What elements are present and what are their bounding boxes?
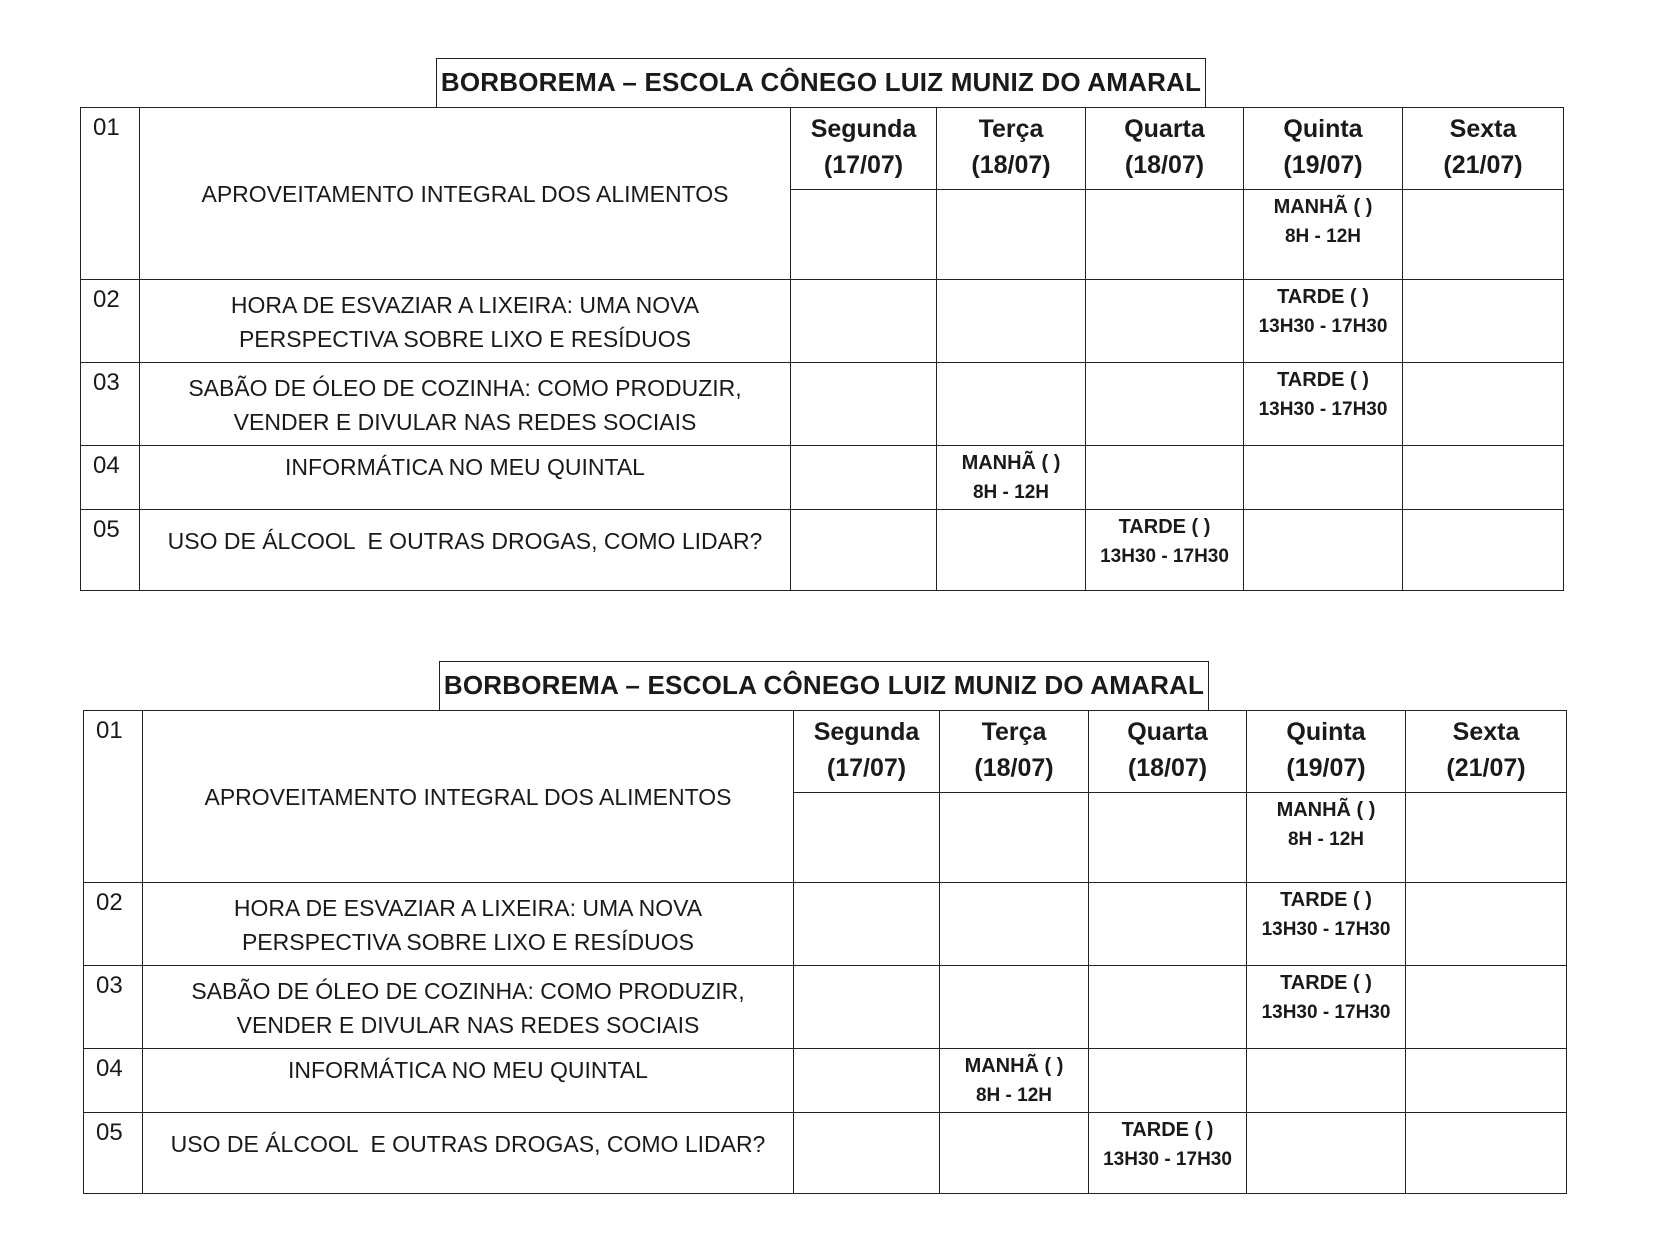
empty-cell <box>1086 363 1244 446</box>
table-row <box>81 280 1564 363</box>
slot-cell <box>1086 510 1244 591</box>
activity-name <box>140 446 791 510</box>
slot-label: TARDE ( ) <box>1280 889 1372 911</box>
empty-cell <box>791 363 937 446</box>
day-header-sexta <box>1406 711 1567 793</box>
day-date: (21/07) <box>1446 754 1526 782</box>
slot-time: 8H - 12H <box>1287 829 1365 850</box>
activity-line: INFORMÁTICA NO MEU QUINTAL <box>288 1057 648 1083</box>
day-name: Sexta <box>1452 718 1520 746</box>
table-row <box>84 966 1567 1049</box>
slot-time: 13H30 - 17H30 <box>1261 919 1391 940</box>
slot-label: TARDE ( ) <box>1121 1119 1214 1141</box>
empty-cell <box>791 190 937 280</box>
activity-line: USO DE ÁLCOOL E OUTRAS DROGAS, COMO LIDAR? <box>167 528 763 554</box>
slot-cell <box>1247 883 1406 966</box>
day-name: Quinta <box>1283 115 1363 143</box>
activity-line: VENDER E DIVULAR NAS REDES SOCIAIS <box>236 1012 700 1038</box>
empty-cell <box>1403 280 1564 363</box>
activity-name <box>143 966 794 1049</box>
activity-name <box>140 363 791 446</box>
empty-cell <box>1244 510 1403 591</box>
day-date: (17/07) <box>823 151 904 179</box>
table-row <box>81 446 1564 510</box>
slot-cell <box>940 1049 1089 1113</box>
header-row <box>81 108 1564 190</box>
day-date: (21/07) <box>1443 151 1523 179</box>
table-row <box>81 510 1564 591</box>
day-name: Quarta <box>1124 115 1205 143</box>
day-date: (19/07) <box>1283 151 1363 179</box>
empty-cell <box>940 793 1089 883</box>
slot-time: 13H30 - 17H30 <box>1258 399 1388 420</box>
empty-cell <box>1406 1113 1567 1194</box>
slot-time: 8H - 12H <box>975 1085 1053 1106</box>
day-header-sexta <box>1403 108 1564 190</box>
day-date: (17/07) <box>826 754 907 782</box>
slot-time: 13H30 - 17H30 <box>1258 316 1388 337</box>
activity-name <box>140 108 791 280</box>
schedule-table <box>80 107 1564 591</box>
activity-line: INFORMÁTICA NO MEU QUINTAL <box>285 454 645 480</box>
empty-cell <box>1247 1049 1406 1113</box>
day-date: (19/07) <box>1286 754 1366 782</box>
day-name: Terça <box>981 718 1047 746</box>
empty-cell <box>940 883 1089 966</box>
activity-name <box>143 711 794 883</box>
day-header-quarta <box>1089 711 1247 793</box>
empty-cell <box>1403 446 1564 510</box>
slot-time: 13H30 - 17H30 <box>1261 1002 1391 1023</box>
row-number: 01 <box>81 108 140 280</box>
day-header-terca <box>937 108 1086 190</box>
row-number: 03 <box>84 966 143 1049</box>
empty-cell <box>1247 1113 1406 1194</box>
empty-cell <box>791 510 937 591</box>
activity-line: HORA DE ESVAZIAR A LIXEIRA: UMA NOVA <box>230 292 700 318</box>
empty-cell <box>794 883 940 966</box>
activity-line: PERSPECTIVA SOBRE LIXO E RESÍDUOS <box>241 929 695 955</box>
empty-cell <box>1406 883 1567 966</box>
slot-label: MANHÃ ( ) <box>961 452 1061 474</box>
activity-line: VENDER E DIVULAR NAS REDES SOCIAIS <box>233 409 697 435</box>
slot-label: MANHÃ ( ) <box>1276 799 1376 821</box>
slot-cell <box>1089 1113 1247 1194</box>
empty-cell <box>794 966 940 1049</box>
school-title: BORBOREMA – ESCOLA CÔNEGO LUIZ MUNIZ DO AMARAL <box>436 58 1206 107</box>
activity-line: APROVEITAMENTO INTEGRAL DOS ALIMENTOS <box>201 180 729 207</box>
empty-cell <box>1403 190 1564 280</box>
slot-cell <box>1247 793 1406 883</box>
empty-cell <box>791 280 937 363</box>
activity-line: USO DE ÁLCOOL E OUTRAS DROGAS, COMO LIDAR? <box>170 1131 766 1157</box>
table-row <box>81 363 1564 446</box>
slot-label: TARDE ( ) <box>1280 972 1372 994</box>
empty-cell <box>791 446 937 510</box>
empty-cell <box>940 966 1089 1049</box>
table-row <box>84 1049 1567 1113</box>
day-name: Terça <box>978 115 1044 143</box>
row-number: 02 <box>81 280 140 363</box>
day-date: (18/07) <box>971 151 1051 179</box>
empty-cell <box>1244 446 1403 510</box>
header-row <box>84 711 1567 793</box>
slot-label: MANHÃ ( ) <box>1273 196 1373 218</box>
empty-cell <box>1406 793 1567 883</box>
day-name: Sexta <box>1449 115 1517 143</box>
school-title: BORBOREMA – ESCOLA CÔNEGO LUIZ MUNIZ DO AMARAL <box>439 661 1209 710</box>
day-name: Segunda <box>810 115 917 143</box>
empty-cell <box>1089 966 1247 1049</box>
slot-label: TARDE ( ) <box>1118 516 1211 538</box>
empty-cell <box>937 190 1086 280</box>
empty-cell <box>794 1049 940 1113</box>
day-header-segunda <box>791 108 937 190</box>
day-name: Segunda <box>813 718 920 746</box>
activity-name <box>143 883 794 966</box>
day-name: Quinta <box>1286 718 1366 746</box>
empty-cell <box>1403 363 1564 446</box>
slot-cell <box>1247 966 1406 1049</box>
row-number: 03 <box>81 363 140 446</box>
activity-name <box>143 1049 794 1113</box>
activity-line: PERSPECTIVA SOBRE LIXO E RESÍDUOS <box>238 326 692 352</box>
empty-cell <box>1086 190 1244 280</box>
slot-label: MANHÃ ( ) <box>964 1055 1064 1077</box>
day-header-segunda <box>794 711 940 793</box>
empty-cell <box>794 1113 940 1194</box>
empty-cell <box>794 793 940 883</box>
slot-cell <box>937 446 1086 510</box>
slot-cell <box>1244 190 1403 280</box>
empty-cell <box>1403 510 1564 591</box>
activity-line: APROVEITAMENTO INTEGRAL DOS ALIMENTOS <box>204 783 732 810</box>
slot-label: TARDE ( ) <box>1277 369 1369 391</box>
empty-cell <box>1406 1049 1567 1113</box>
slot-time: 8H - 12H <box>972 482 1050 503</box>
day-header-quarta <box>1086 108 1244 190</box>
empty-cell <box>940 1113 1089 1194</box>
empty-cell <box>937 510 1086 591</box>
slot-label: TARDE ( ) <box>1277 286 1369 308</box>
empty-cell <box>937 363 1086 446</box>
empty-cell <box>1086 446 1244 510</box>
row-number: 04 <box>81 446 140 510</box>
row-number: 01 <box>84 711 143 883</box>
empty-cell <box>1086 280 1244 363</box>
activity-name <box>140 280 791 363</box>
slot-time: 13H30 - 17H30 <box>1100 546 1229 567</box>
activity-line: SABÃO DE ÓLEO DE COZINHA: COMO PRODUZIR, <box>188 375 742 401</box>
day-header-quinta <box>1247 711 1406 793</box>
row-number: 02 <box>84 883 143 966</box>
day-date: (18/07) <box>1127 754 1208 782</box>
slot-cell <box>1244 363 1403 446</box>
row-number: 04 <box>84 1049 143 1113</box>
activity-line: SABÃO DE ÓLEO DE COZINHA: COMO PRODUZIR, <box>191 978 745 1004</box>
day-header-quinta <box>1244 108 1403 190</box>
slot-cell <box>1244 280 1403 363</box>
activity-line: HORA DE ESVAZIAR A LIXEIRA: UMA NOVA <box>233 895 703 921</box>
day-date: (18/07) <box>1124 151 1205 179</box>
activity-name <box>143 1113 794 1194</box>
row-number: 05 <box>81 510 140 591</box>
day-date: (18/07) <box>974 754 1054 782</box>
activity-name <box>140 510 791 591</box>
empty-cell <box>1089 1049 1247 1113</box>
empty-cell <box>1089 793 1247 883</box>
schedule-table <box>83 710 1567 1194</box>
table-row <box>84 883 1567 966</box>
empty-cell <box>937 280 1086 363</box>
row-number: 05 <box>84 1113 143 1194</box>
slot-time: 13H30 - 17H30 <box>1103 1149 1232 1170</box>
day-header-terca <box>940 711 1089 793</box>
empty-cell <box>1089 883 1247 966</box>
day-name: Quarta <box>1127 718 1208 746</box>
empty-cell <box>1406 966 1567 1049</box>
slot-time: 8H - 12H <box>1284 226 1362 247</box>
table-row <box>84 1113 1567 1194</box>
